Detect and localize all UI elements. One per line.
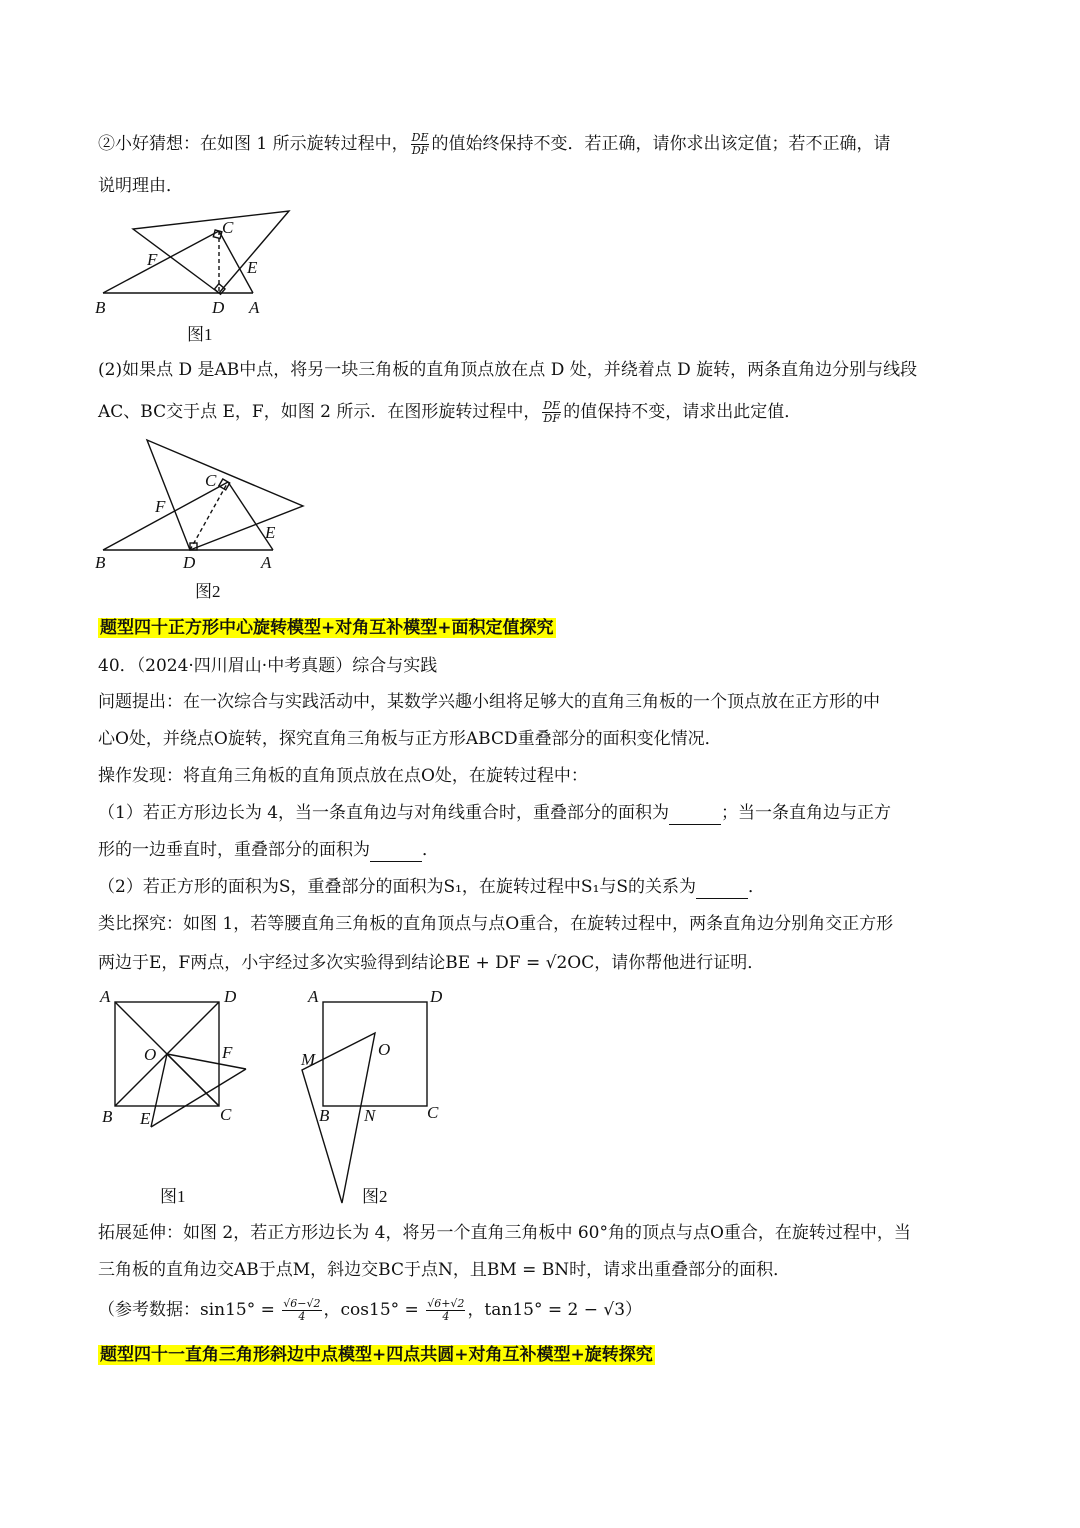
- fig1a-caption: 图1: [187, 325, 213, 344]
- fig1b-label-C: C: [220, 1105, 232, 1124]
- section-41-title: 题型四十一直角三角形斜边中点模型+四点共圆+对角互补模型+旋转探究: [100, 1345, 653, 1365]
- answer-blank-3: [696, 880, 748, 899]
- fig2b-label-N: N: [364, 1106, 376, 1125]
- fig1b-label-D: D: [224, 987, 237, 1006]
- figure-1-square: [98, 985, 258, 1215]
- q40-reference-data: （参考数据：sin15° = $\frac{√6-√2}{4}$ ，cos15° = $\frac{√6+√2}{4}$ ，tan15° = 2 − √3）: [98, 1297, 643, 1323]
- fig2b-label-M: M: [301, 1050, 316, 1069]
- fig1a-label-A: A: [249, 298, 260, 317]
- q40-p9: 拓展延伸：如图 2，若正方形边长为 4，将另一个直角三角板中 60°角的顶点与点O重合，在旋转过程中，当: [98, 1223, 911, 1243]
- fig1a-label-E: E: [247, 258, 258, 277]
- q40-p6: （2）若正方形的面积为S，重叠部分的面积为S₁，在旋转过程中S₁与S的关系为 ．: [98, 877, 766, 897]
- fig2a-label-D: D: [183, 553, 196, 572]
- section-40-title: 题型四十正方形中心旋转模型+对角互补模型+面积定值探究: [100, 618, 554, 638]
- q2-part2-line1: ②小好猜想：在如图 1 所示旋转过程中， $\frac{DE}{DF}$ 的值始终保持不变．若正确，请你求出该定值；若不正确，请: [98, 131, 891, 157]
- fraction-de-df-2: $\frac{DE}{DF}$: [543, 399, 561, 425]
- fig2a-label-A: A: [261, 553, 272, 572]
- q2b-line2: AC、BC交于点 E，F，如图 2 所示．在图形旋转过程中， $\frac{DE}{DF}$ 的值保持不变，请求出此定值．: [98, 399, 802, 425]
- q40-p3: 操作发现：将直角三角板的直角顶点放在点O处，在旋转过程中：: [98, 766, 588, 786]
- q40-p8: 两边于E，F两点，小宇经过多次实验得到结论BE + DF = √2OC，请你帮他进行证明．: [98, 953, 765, 973]
- q2b-line1: (2)如果点 D 是AB中点，将另一块三角板的直角顶点放在点 D 处，并绕着点 D 旋转，两条直角边分别与线段: [98, 360, 918, 380]
- fig1b-label-F: F: [222, 1043, 233, 1062]
- figure-2-top: [95, 440, 315, 605]
- fig2b-label-C: C: [427, 1103, 439, 1122]
- fig1a-label-B: B: [95, 298, 106, 317]
- fraction-de-df: $\frac{DE}{DF}$: [411, 131, 429, 157]
- fraction-cos15: $\frac{√6+√2}{4}$: [427, 1297, 465, 1323]
- fig2b-label-D: D: [430, 987, 443, 1006]
- fig1b-caption: 图1: [160, 1187, 186, 1206]
- q40-p1: 问题提出：在一次综合与实践活动中，某数学兴趣小组将足够大的直角三角板的一个顶点放在正方形的中: [98, 692, 880, 712]
- fig2a-label-B: B: [95, 553, 106, 572]
- fig1a-label-C: C: [222, 218, 234, 237]
- q2-part2-line2: 说明理由．: [98, 176, 183, 196]
- fig2b-label-O: O: [378, 1040, 391, 1059]
- fig2a-caption: 图2: [195, 582, 221, 601]
- q40-p7: 类比探究：如图 1，若等腰直角三角板的直角顶点与点O重合，在旋转过程中，两条直角边分别角交正方形: [98, 914, 894, 934]
- fig2b-label-B: B: [319, 1106, 330, 1125]
- fig2a-label-F: F: [155, 497, 166, 516]
- q40-p2: 心O处，并绕点O旋转，探究直角三角板与正方形ABCD重叠部分的面积变化情况．: [98, 729, 722, 749]
- fraction-sin15: $\frac{√6-√2}{4}$: [283, 1297, 321, 1323]
- q40-p10: 三角板的直角边交AB于点M，斜边交BC于点N，且BM = BN时，请求出重叠部分的面积．: [98, 1260, 791, 1280]
- answer-blank-1: [669, 806, 721, 825]
- figure-2-square: [290, 985, 460, 1215]
- fig2b-caption: 图2: [362, 1187, 388, 1206]
- fig2a-label-C: C: [205, 471, 217, 490]
- fig1b-label-A: A: [100, 987, 111, 1006]
- fig1a-label-F: F: [147, 250, 158, 269]
- q40-p4: （1）若正方形边长为 4，当一条直角边与对角线重合时，重叠部分的面积为 ；当一条直角边与正方: [98, 803, 892, 823]
- q40-head: 40．（2024·四川眉山·中考真题）综合与实践: [98, 656, 438, 676]
- fig1a-label-D: D: [212, 298, 225, 317]
- fig1b-label-O: O: [144, 1045, 157, 1064]
- figure-1-top: [95, 205, 305, 345]
- answer-blank-2: [370, 843, 422, 862]
- fig2b-label-A: A: [308, 987, 319, 1006]
- fig1b-label-B: B: [102, 1107, 113, 1126]
- fig1b-label-E: E: [140, 1109, 151, 1128]
- q40-p5: 形的一边垂直时，重叠部分的面积为 ．: [98, 840, 439, 860]
- fig2a-label-E: E: [265, 523, 276, 542]
